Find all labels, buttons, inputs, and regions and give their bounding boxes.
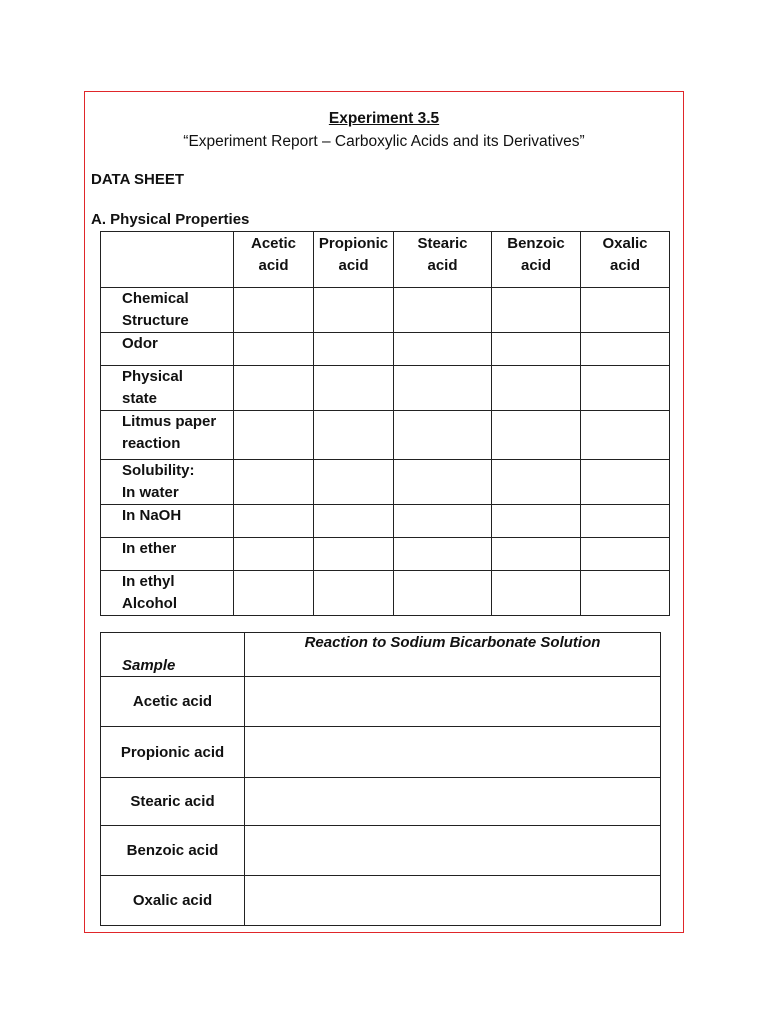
column-header [234,232,314,288]
row-label [101,411,234,460]
row-label-line: state [122,390,158,407]
row-label [101,366,234,411]
blank-cell[interactable] [314,505,394,538]
blank-cell[interactable] [314,571,394,616]
row-label-line: Odor [122,335,158,352]
blank-cell[interactable] [245,677,661,727]
blank-cell[interactable] [492,460,581,505]
blank-cell[interactable] [234,411,314,460]
table-row [101,411,670,460]
blank-cell[interactable] [581,571,670,616]
blank-cell[interactable] [492,538,581,571]
table-row [101,727,661,778]
column-header [314,232,394,288]
row-label [101,333,234,366]
blank-cell[interactable] [394,366,492,411]
document-title: Experiment 3.5 [328,110,440,127]
blank-cell[interactable] [234,538,314,571]
blank-cell[interactable] [394,333,492,366]
sample-label: Stearic acid [101,778,245,826]
row-label-line: In NaOH [122,507,182,524]
table-row [101,538,670,571]
blank-cell[interactable] [314,460,394,505]
column-header-line: Benzoic [507,235,565,252]
column-header-line: Stearic [417,235,468,252]
blank-cell[interactable] [245,876,661,926]
blank-cell[interactable] [581,366,670,411]
blank-cell[interactable] [234,460,314,505]
blank-cell[interactable] [492,333,581,366]
blank-cell[interactable] [314,333,394,366]
blank-cell[interactable] [314,538,394,571]
sample-column-header: Sample [101,633,245,677]
table-header-row [101,633,661,677]
sample-label: Oxalic acid [101,876,245,926]
column-header-line: Propionic [318,235,389,252]
row-label-line: Structure [122,312,189,329]
blank-cell[interactable] [314,411,394,460]
blank-cell[interactable] [492,505,581,538]
physical-properties-heading: A. Physical Properties [91,211,250,228]
corner-cell [101,232,234,288]
reaction-column-header: Reaction to Sodium Bicarbonate Solution [245,633,661,677]
sample-label: Acetic acid [101,677,245,727]
blank-cell[interactable] [314,366,394,411]
table-header-row [101,232,670,288]
column-header-line: acid [427,257,458,274]
blank-cell[interactable] [314,288,394,333]
row-label [101,505,234,538]
row-label-line: Physical [122,368,183,385]
column-header-line: acid [609,257,640,274]
column-header-line: acid [520,257,551,274]
blank-cell[interactable] [245,778,661,826]
blank-cell[interactable] [492,288,581,333]
blank-cell[interactable] [234,333,314,366]
table-row [101,366,670,411]
table-row [101,571,670,616]
blank-cell[interactable] [394,538,492,571]
column-header-line: Acetic [250,235,297,252]
row-label [101,460,234,505]
table-row [101,677,661,727]
blank-cell[interactable] [581,538,670,571]
blank-cell[interactable] [234,288,314,333]
column-header [394,232,492,288]
row-label-line: Alcohol [122,595,177,612]
document-subtitle: “Experiment Report – Carboxylic Acids and its Derivatives” [183,133,585,150]
physical-properties-table [100,231,670,616]
column-header [581,232,670,288]
data-sheet-heading: DATA SHEET [91,171,185,188]
table-row [101,778,661,826]
blank-cell[interactable] [492,366,581,411]
blank-cell[interactable] [394,288,492,333]
row-label-line: In water [122,484,179,501]
table-row [101,505,670,538]
blank-cell[interactable] [581,505,670,538]
row-label [101,571,234,616]
table-row [101,826,661,876]
table-row [101,460,670,505]
blank-cell[interactable] [492,571,581,616]
blank-cell[interactable] [581,288,670,333]
sample-label: Propionic acid [101,727,245,778]
column-header-line: Oxalic [602,235,648,252]
row-label-line: In ether [122,540,177,557]
row-label-line: reaction [122,435,181,452]
blank-cell[interactable] [234,505,314,538]
blank-cell[interactable] [394,505,492,538]
row-label [101,288,234,333]
column-header-line: acid [338,257,369,274]
blank-cell[interactable] [581,411,670,460]
blank-cell[interactable] [581,460,670,505]
blank-cell[interactable] [394,411,492,460]
blank-cell[interactable] [394,460,492,505]
row-label-line: Chemical [122,290,189,307]
table-row [101,288,670,333]
sodium-bicarbonate-table [100,632,661,926]
blank-cell[interactable] [245,826,661,876]
table-row [101,876,661,926]
blank-cell[interactable] [234,366,314,411]
row-label-line: Solubility: [122,462,195,479]
blank-cell[interactable] [245,727,661,778]
blank-cell[interactable] [581,333,670,366]
row-label-line: Litmus paper [122,413,217,430]
row-label-line: In ethyl [122,573,175,590]
column-header [492,232,581,288]
row-label [101,538,234,571]
column-header-line: acid [258,257,289,274]
blank-cell[interactable] [234,571,314,616]
table-row [101,333,670,366]
blank-cell[interactable] [394,571,492,616]
sample-label: Benzoic acid [101,826,245,876]
blank-cell[interactable] [492,411,581,460]
